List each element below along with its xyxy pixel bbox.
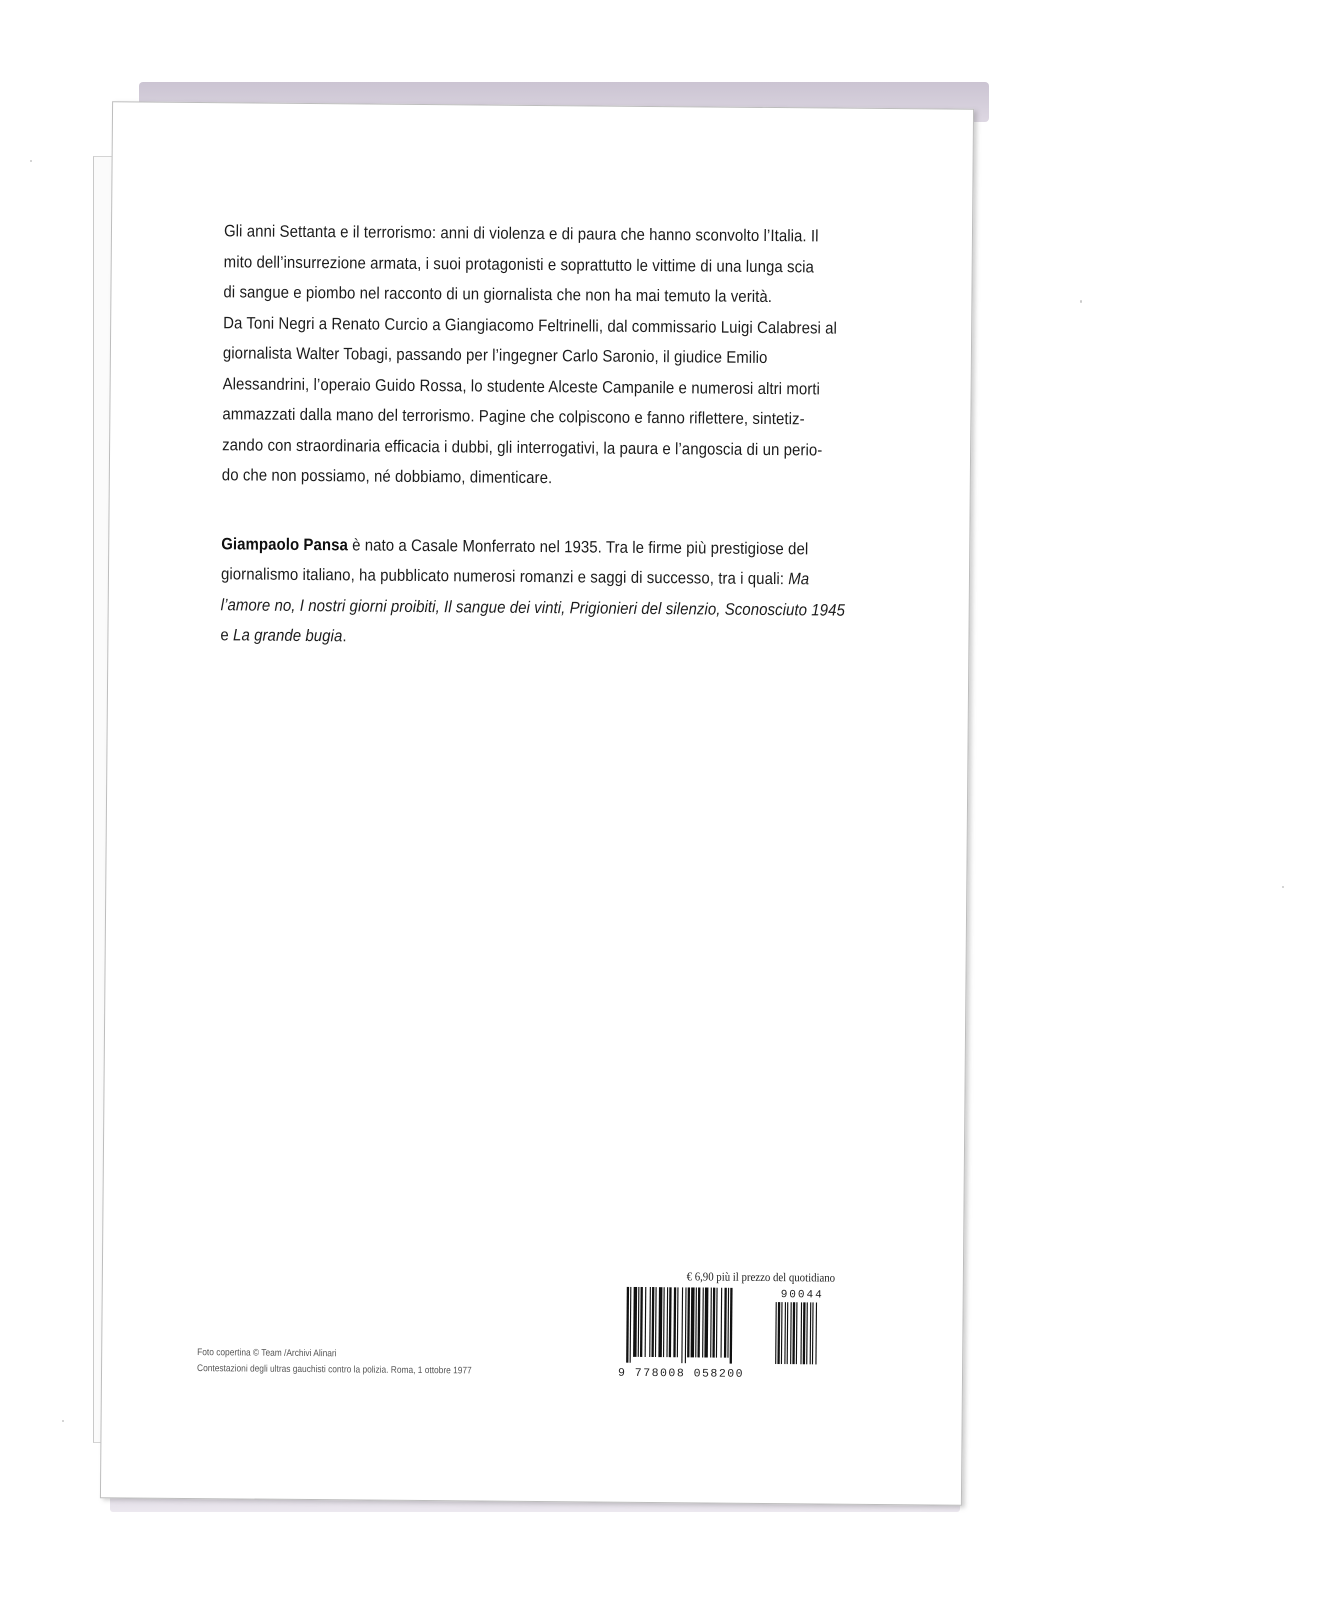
barcode-addon-bar [803,1302,806,1364]
barcode-bar [724,1288,727,1358]
barcode-bar [645,1287,647,1357]
bio-text: e [220,625,234,645]
barcode-bar [687,1287,690,1357]
bio-text: . [342,626,347,646]
barcode-addon-bar [784,1302,786,1364]
barcode-addon-bar [806,1302,808,1364]
barcode-bar [633,1287,637,1357]
author-bio [220,529,861,657]
description-line: mito dell’insurrezione armata, i suoi protagonisti e soprattutto le vittime di una lunga scia [223,251,815,276]
barcode-addon-bar [775,1302,777,1364]
bio-line [221,529,861,565]
back-cover [100,101,974,1505]
description-line: ammazzati dalla mano del terrorismo. Pagine che colpiscono e fanno riflettere, sintetiz- [222,404,805,429]
description-line: di sangue e piombo nel racconto di un giornalista che non ha mai temuto la verità. [223,282,773,307]
back-cover-text [220,216,864,694]
barcode-bar [649,1287,651,1357]
barcode-bar [651,1287,654,1357]
description-line: Da Toni Negri a Renato Curcio a Giangiacomo Feltrinelli, dal commissario Luigi Calabresi al [223,312,838,338]
barcode-addon-bar [815,1302,817,1364]
book-titles: l’amore no, I nostri giorni proibiti, Il sangue dei vinti, Prigionieri del silenzio, Sconosciuto 1945 [220,594,846,620]
bio-text: è nato a Casale Monferrato nel 1935. Tra le firme più prestigiose del [347,534,809,558]
barcode-bar [640,1287,643,1357]
barcode-bar [685,1287,687,1363]
barcode-addon-bar [796,1302,798,1364]
barcode-bar [710,1288,712,1358]
barcode-addon-bar [777,1302,780,1364]
barcode-bar [658,1287,662,1357]
photo-caption-line: Contestazioni degli ultras gauchisti contro la polizia. Roma, 1 ottobre 1977 [197,1363,472,1377]
book-titles: Ma [788,569,810,589]
barcode-addon-bar [781,1302,783,1364]
barcode-bar [677,1287,679,1357]
description-line: giornalista Walter Tobagi, passando per l’ingegner Carlo Saronio, il giudice Emilio [222,343,768,367]
bio-line [220,620,860,656]
photo-credit-line: Foto copertina © Team /Archivi Alinari [197,1347,337,1360]
scan-speck [1080,300,1082,303]
bio-text: giornalismo italiano, ha pubblicato numerosi romanzi e saggi di successo, tra i quali: [220,564,789,589]
barcode-addon-bar [787,1302,789,1364]
barcode-bar [704,1287,708,1357]
barcode-bar [626,1287,629,1363]
barcode-bar [669,1287,672,1357]
author-name: Giampaolo Pansa [221,533,349,554]
barcode-bar [702,1287,704,1357]
barcode-addon-bar [790,1302,792,1364]
description-line: Gli anni Settanta e il terrorismo: anni di violenza e di paura che hanno sconvolto l’Italia. Il [223,221,819,246]
barcode-bar [666,1287,668,1357]
barcode-addon-bar [812,1302,814,1364]
barcode-addon-bar [792,1302,795,1364]
barcode-bar [695,1287,697,1357]
scan-speck [30,160,32,162]
scan-speck [62,1420,64,1422]
barcode-bar [655,1287,657,1357]
barcode-addon-digits: 90044 [780,1289,824,1302]
barcode-addon-bar [800,1302,802,1364]
price-label: € 6,90 più il prezzo del quotidiano [686,1269,836,1285]
barcode-bar [681,1287,683,1363]
barcode-bar [697,1287,700,1357]
barcode-bar [638,1287,640,1357]
barcode-bar [720,1288,722,1358]
description-line: do che non possiamo, né dobbiamo, dimenticare. [221,465,553,488]
scan-speck [1282,886,1284,888]
barcode-bar [691,1287,695,1357]
book-titles: La grande bugia [233,625,343,646]
description-line: zando con straordinaria efficacia i dubbi, gli interrogativi, la paura e l’angoscia di un perio- [222,434,823,459]
book-description [222,216,864,496]
barcode-digits: 9 778008 058200 [617,1366,745,1381]
barcode-bar [663,1287,665,1357]
description-line: Alessandrini, l’operaio Guido Rossa, lo studente Alceste Campanile e numerosi altri morti [222,373,821,398]
barcode-bar [730,1288,733,1364]
barcode-bar [727,1288,729,1358]
barcode-bar [673,1287,676,1357]
barcode-bar [712,1288,715,1358]
barcode-bar [716,1288,718,1358]
barcode-addon-bar [810,1302,812,1364]
photo-credits [197,1345,514,1380]
barcode-bar [630,1287,632,1363]
